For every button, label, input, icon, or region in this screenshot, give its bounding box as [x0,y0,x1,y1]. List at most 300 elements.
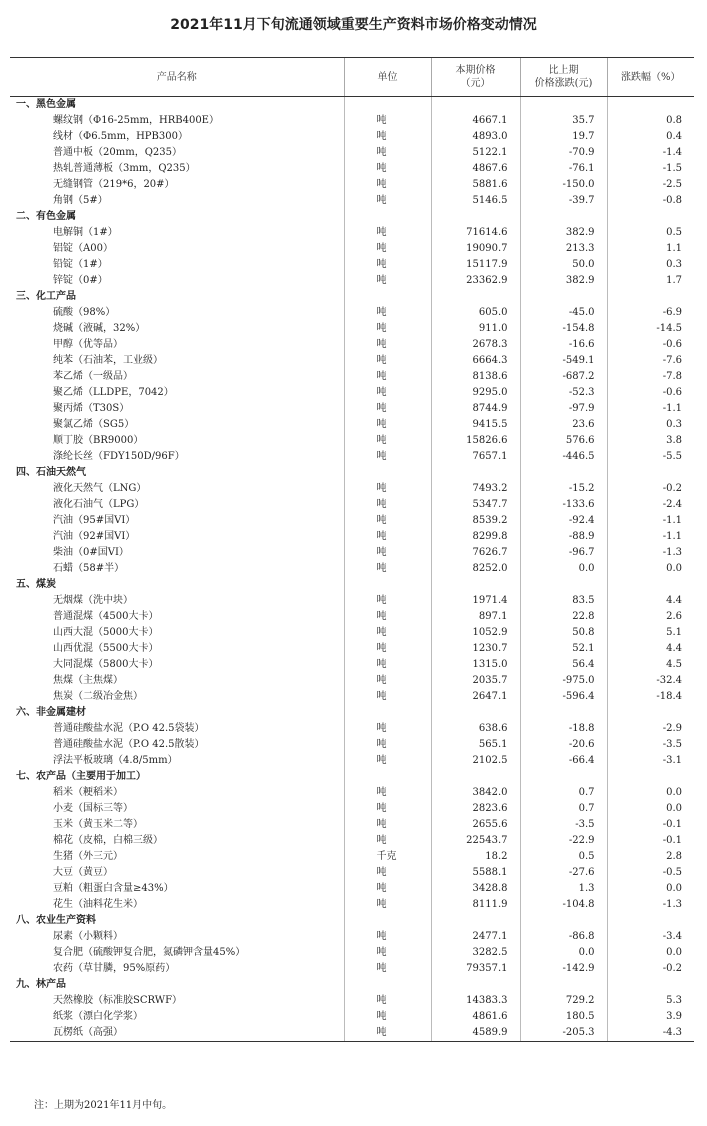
current-price: 2035.7 [431,673,520,689]
current-price: 1315.0 [431,657,520,673]
empty-cell [607,97,694,114]
category-title: 一、黑色金属 [16,99,76,110]
category-row [10,289,694,305]
category-title: 三、化工产品 [16,291,76,302]
change-percent: 0.3 [607,257,694,273]
product-unit: 吨 [344,257,431,273]
current-price: 22543.7 [431,833,520,849]
product-name: 普通硅酸盐水泥（P.O 42.5袋装） [53,723,205,734]
product-unit: 吨 [344,609,431,625]
product-name: 焦炭（二级冶金焦） [53,691,143,702]
current-price: 71614.6 [431,225,520,241]
price-change: -76.1 [520,161,607,177]
product-unit: 吨 [344,433,431,449]
product-name: 硫酸（98%） [53,307,116,318]
price-change: -133.6 [520,497,607,513]
table-row [10,785,694,801]
change-percent: -0.1 [607,833,694,849]
table-row [10,353,694,369]
category-row [10,577,694,593]
product-name: 普通硅酸盐水泥（P.O 42.5散装） [53,739,205,750]
product-name: 苯乙烯（一级品） [53,371,133,382]
price-change: -92.4 [520,513,607,529]
product-name: 豆粕（粗蛋白含量≥43%） [53,883,174,894]
product-unit: 吨 [344,593,431,609]
empty-cell [520,977,607,993]
product-unit: 吨 [344,641,431,657]
current-price: 565.1 [431,737,520,753]
empty-cell [520,577,607,593]
category-title: 九、林产品 [16,979,66,990]
product-unit: 吨 [344,449,431,465]
price-change: 729.2 [520,993,607,1009]
product-unit: 吨 [344,865,431,881]
product-name: 汽油（92#国VI） [53,531,136,542]
empty-cell [344,769,431,785]
price-change: -549.1 [520,353,607,369]
current-price: 8744.9 [431,401,520,417]
price-change: 382.9 [520,225,607,241]
price-table [10,57,694,1042]
table-row [10,193,694,209]
table-row [10,1009,694,1025]
product-name: 聚乙烯（LLDPE，7042） [53,387,174,398]
empty-cell [607,769,694,785]
table-row [10,961,694,977]
empty-cell [431,97,520,114]
empty-cell [344,977,431,993]
empty-cell [431,209,520,225]
current-price: 79357.1 [431,961,520,977]
price-change: 382.9 [520,273,607,289]
change-percent: 3.8 [607,433,694,449]
change-percent: 0.5 [607,225,694,241]
change-percent: -4.3 [607,1025,694,1042]
price-change: 0.7 [520,801,607,817]
category-title: 八、农业生产资料 [16,915,96,926]
empty-cell [520,705,607,721]
current-price: 18.2 [431,849,520,865]
change-percent: -2.4 [607,497,694,513]
product-name: 电解铜（1#） [53,227,118,238]
header-price-line2: （元） [460,78,491,89]
header-change-line2: 价格涨跌(元) [534,78,593,89]
price-change: 1.3 [520,881,607,897]
empty-cell [520,465,607,481]
table-row [10,225,694,241]
price-change: -18.8 [520,721,607,737]
change-percent: 4.4 [607,593,694,609]
price-change: 50.0 [520,257,607,273]
product-unit: 吨 [344,801,431,817]
change-percent: -6.9 [607,305,694,321]
change-percent: 1.7 [607,273,694,289]
change-percent: -2.5 [607,177,694,193]
table-row [10,497,694,513]
product-name: 农药（草甘膦，95%原药） [53,963,176,974]
product-unit: 吨 [344,993,431,1009]
price-change: 52.1 [520,641,607,657]
product-name: 大同混煤（5800大卡） [53,659,159,670]
empty-cell [344,465,431,481]
change-percent: -1.3 [607,897,694,913]
table-header [10,58,694,97]
current-price: 3842.0 [431,785,520,801]
product-unit: 吨 [344,241,431,257]
current-price: 4867.6 [431,161,520,177]
change-percent: -5.5 [607,449,694,465]
price-change: -150.0 [520,177,607,193]
table-row [10,689,694,705]
current-price: 19090.7 [431,241,520,257]
change-percent: -18.4 [607,689,694,705]
table-row [10,257,694,273]
product-name: 石蜡（58#半） [53,563,125,574]
product-unit: 吨 [344,497,431,513]
category-row [10,705,694,721]
table-row [10,401,694,417]
table-row [10,753,694,769]
category-title: 六、非金属建材 [16,707,86,718]
change-percent: -1.1 [607,529,694,545]
table-row [10,145,694,161]
product-unit: 吨 [344,337,431,353]
current-price: 7626.7 [431,545,520,561]
table-row [10,433,694,449]
empty-cell [607,289,694,305]
product-unit: 吨 [344,481,431,497]
current-price: 8111.9 [431,897,520,913]
table-row [10,897,694,913]
price-change: 19.7 [520,129,607,145]
current-price: 3282.5 [431,945,520,961]
product-name: 尿素（小颗料） [53,931,123,942]
empty-cell [344,913,431,929]
price-change: 213.3 [520,241,607,257]
current-price: 8539.2 [431,513,520,529]
page-title: 2021年11月下旬流通领域重要生产资料市场价格变动情况 [170,17,537,33]
product-unit: 吨 [344,273,431,289]
category-row [10,977,694,993]
current-price: 8138.6 [431,369,520,385]
change-percent: -1.3 [607,545,694,561]
product-name: 螺纹钢（Φ16-25mm，HRB400E） [53,115,219,126]
product-unit: 吨 [344,145,431,161]
change-percent: -3.5 [607,737,694,753]
price-change: 35.7 [520,113,607,129]
current-price: 4861.6 [431,1009,520,1025]
product-unit: 吨 [344,961,431,977]
product-name: 无缝钢管（219*6，20#） [53,179,175,190]
product-unit: 吨 [344,513,431,529]
category-row [10,913,694,929]
empty-cell [520,209,607,225]
table-row [10,609,694,625]
product-name: 棉花（皮棉，白棉三级） [53,835,163,846]
header-unit: 单位 [344,58,431,97]
product-name: 纯苯（石油苯，工业级） [53,355,163,366]
current-price: 5588.1 [431,865,520,881]
empty-cell [607,705,694,721]
price-change: 0.5 [520,849,607,865]
empty-cell [431,977,520,993]
current-price: 5347.7 [431,497,520,513]
product-unit: 吨 [344,1025,431,1042]
product-name: 液化天然气（LNG） [53,483,147,494]
price-change: -104.8 [520,897,607,913]
current-price: 2678.3 [431,337,520,353]
product-unit: 吨 [344,545,431,561]
current-price: 9295.0 [431,385,520,401]
table-row [10,545,694,561]
change-percent: -1.5 [607,161,694,177]
table-row [10,113,694,129]
product-unit: 吨 [344,561,431,577]
empty-cell [520,913,607,929]
empty-cell [607,977,694,993]
product-unit: 吨 [344,881,431,897]
change-percent: -1.1 [607,513,694,529]
product-name: 聚氯乙烯（SG5） [53,419,135,430]
change-percent: -1.4 [607,145,694,161]
current-price: 638.6 [431,721,520,737]
price-change: -66.4 [520,753,607,769]
current-price: 2102.5 [431,753,520,769]
current-price: 5146.5 [431,193,520,209]
product-name: 烧碱（液碱，32%） [53,323,146,334]
empty-cell [344,97,431,114]
price-change: -446.5 [520,449,607,465]
current-price: 23362.9 [431,273,520,289]
product-unit: 吨 [344,193,431,209]
empty-cell [344,577,431,593]
empty-cell [431,289,520,305]
table-row [10,529,694,545]
current-price: 7493.2 [431,481,520,497]
table-row [10,833,694,849]
change-percent: -0.2 [607,961,694,977]
price-change: -3.5 [520,817,607,833]
product-name: 顺丁胶（BR9000） [53,435,144,446]
change-percent: 4.4 [607,641,694,657]
current-price: 2477.1 [431,929,520,945]
change-percent: 2.8 [607,849,694,865]
price-change: -70.9 [520,145,607,161]
change-percent: 0.0 [607,801,694,817]
category-row [10,209,694,225]
table-row [10,305,694,321]
product-unit: 吨 [344,721,431,737]
product-name: 复合肥（硫酸钾复合肥，氮磷钾含量45%） [53,947,246,958]
product-name: 无烟煤（洗中块） [53,595,133,606]
current-price: 8299.8 [431,529,520,545]
change-percent: -3.1 [607,753,694,769]
price-change: 0.0 [520,561,607,577]
product-name: 角钢（5#） [53,195,108,206]
empty-cell [431,577,520,593]
price-change: -39.7 [520,193,607,209]
category-row [10,97,694,114]
change-percent: 2.6 [607,609,694,625]
price-change: -142.9 [520,961,607,977]
category-title: 五、煤炭 [16,579,56,590]
product-name: 汽油（95#国VI） [53,515,136,526]
empty-cell [607,913,694,929]
table-row [10,449,694,465]
header-pct: 涨跌幅（%） [607,58,694,97]
current-price: 14383.3 [431,993,520,1009]
price-change: -52.3 [520,385,607,401]
change-percent: -0.2 [607,481,694,497]
change-percent: 0.0 [607,945,694,961]
category-row [10,769,694,785]
price-change: -96.7 [520,545,607,561]
table-row [10,993,694,1009]
product-unit: 吨 [344,817,431,833]
price-change: 0.0 [520,945,607,961]
header-change-line1: 比上期 [548,65,579,76]
table-row [10,129,694,145]
current-price: 1971.4 [431,593,520,609]
current-price: 7657.1 [431,449,520,465]
change-percent: 0.0 [607,881,694,897]
product-name: 生猪（外三元） [53,851,123,862]
product-unit: 吨 [344,401,431,417]
price-change: -16.6 [520,337,607,353]
price-change: -975.0 [520,673,607,689]
product-unit: 吨 [344,689,431,705]
product-unit: 吨 [344,417,431,433]
price-change: -88.9 [520,529,607,545]
change-percent: -2.9 [607,721,694,737]
product-name: 大豆（黄豆） [53,867,113,878]
table-row [10,673,694,689]
footnote: 注：上期为2021年11月中旬。 [34,1100,173,1111]
change-percent: -14.5 [607,321,694,337]
product-unit: 吨 [344,369,431,385]
product-name: 浮法平板玻璃（4.8/5mm） [53,755,178,766]
product-unit: 吨 [344,353,431,369]
current-price: 2647.1 [431,689,520,705]
price-change: -596.4 [520,689,607,705]
current-price: 4893.0 [431,129,520,145]
product-unit: 吨 [344,177,431,193]
product-unit: 吨 [344,737,431,753]
empty-cell [431,769,520,785]
header-name: 产品名称 [10,58,344,97]
empty-cell [431,705,520,721]
change-percent: 0.3 [607,417,694,433]
product-name: 焦煤（主焦煤） [53,675,123,686]
price-change: 180.5 [520,1009,607,1025]
table-row [10,865,694,881]
price-change: -154.8 [520,321,607,337]
table-row [10,321,694,337]
price-change: -22.9 [520,833,607,849]
table-row [10,929,694,945]
product-name: 线材（Φ6.5mm，HPB300） [53,131,188,142]
change-percent: -7.6 [607,353,694,369]
product-unit: 吨 [344,305,431,321]
table-row [10,737,694,753]
empty-cell [607,465,694,481]
product-unit: 吨 [344,785,431,801]
product-unit: 吨 [344,225,431,241]
table-row [10,369,694,385]
table-row [10,817,694,833]
change-percent: 0.4 [607,129,694,145]
current-price: 1230.7 [431,641,520,657]
product-name: 铝锭（A00） [53,243,113,254]
current-price: 5881.6 [431,177,520,193]
change-percent: -7.8 [607,369,694,385]
table-body [10,97,694,1042]
table-row [10,641,694,657]
table-row [10,273,694,289]
price-change: -20.6 [520,737,607,753]
product-name: 玉米（黄玉米二等） [53,819,143,830]
change-percent: 0.0 [607,561,694,577]
header-price-line1: 本期价格 [455,65,496,76]
current-price: 605.0 [431,305,520,321]
product-name: 花生（油料花生米） [53,899,143,910]
empty-cell [431,465,520,481]
table-row [10,801,694,817]
product-name: 纸浆（漂白化学浆） [53,1011,143,1022]
price-change: -687.2 [520,369,607,385]
category-title: 七、农产品（主要用于加工） [16,771,146,782]
current-price: 8252.0 [431,561,520,577]
table-row [10,337,694,353]
product-name: 液化石油气（LPG） [53,499,145,510]
product-name: 铅锭（1#） [53,259,108,270]
table-row [10,881,694,897]
price-change: 22.8 [520,609,607,625]
change-percent: -0.6 [607,337,694,353]
change-percent: -3.4 [607,929,694,945]
table-row [10,481,694,497]
product-name: 聚丙烯（T30S） [53,403,130,414]
category-row [10,465,694,481]
product-unit: 吨 [344,897,431,913]
header-price [431,58,520,97]
price-change: -97.9 [520,401,607,417]
product-unit: 吨 [344,113,431,129]
table-row [10,849,694,865]
product-unit: 吨 [344,129,431,145]
change-percent: -1.1 [607,401,694,417]
empty-cell [344,705,431,721]
table-row [10,385,694,401]
change-percent: -0.5 [607,865,694,881]
table-row [10,561,694,577]
product-unit: 吨 [344,321,431,337]
current-price: 15826.6 [431,433,520,449]
change-percent: 0.8 [607,113,694,129]
change-percent: 0.0 [607,785,694,801]
product-name: 小麦（国标三等） [53,803,133,814]
empty-cell [520,769,607,785]
table-row [10,177,694,193]
product-name: 稻米（粳稻米） [53,787,123,798]
product-unit: 吨 [344,929,431,945]
price-change: 83.5 [520,593,607,609]
table-row [10,945,694,961]
category-title: 二、有色金属 [16,211,76,222]
change-percent: -0.1 [607,817,694,833]
price-change: -205.3 [520,1025,607,1042]
table-row [10,513,694,529]
